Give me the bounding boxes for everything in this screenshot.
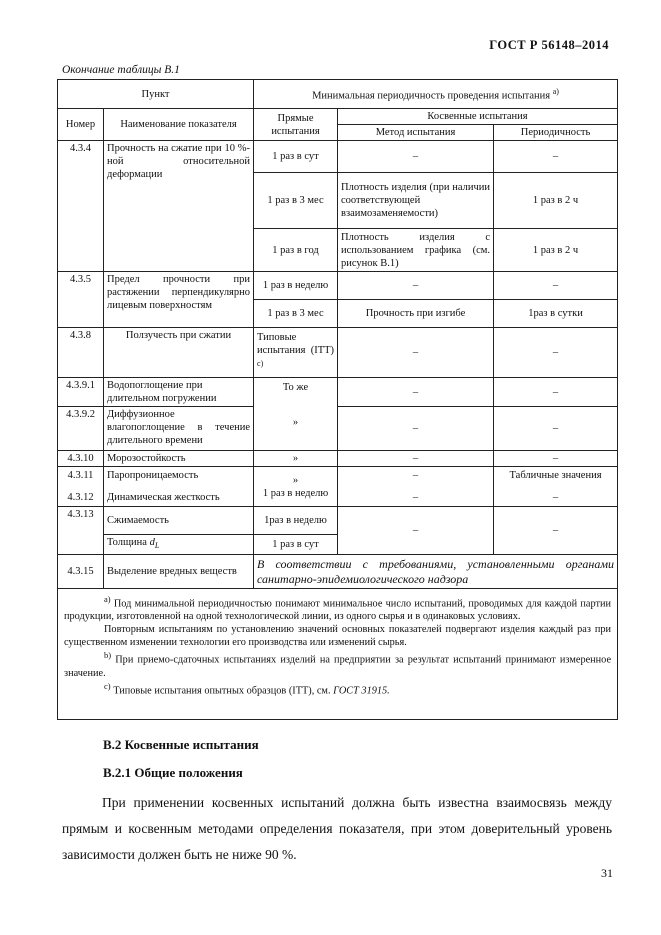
- table-row: 1 раз в год Плотность изделия с использованием графика (см. рисунок В.1) 1 раз в 2 ч: [58, 229, 618, 272]
- subsection-heading: В.2.1 Общие положения: [103, 765, 243, 780]
- page-number: 31: [601, 866, 613, 880]
- table-caption: Окончание таблицы В.1: [62, 64, 180, 76]
- table-row: Толщина $d_L$ 1 раз в сут: [58, 535, 618, 555]
- header-direct: Прямые испытания: [254, 109, 338, 141]
- header-periodicity: Периодичность: [494, 125, 618, 141]
- header-point: Пункт: [58, 80, 254, 109]
- header-min-frequency: Минимальная периодичность проведения испытания $^{a)}$: [254, 80, 618, 109]
- table-row: 4.3.9.2 Диффузионное влагопоглощение в течение длительного времени – –: [58, 407, 618, 451]
- table-footnotes: $^{a)}$ Под минимальной периодичностью понимают минимальное число испытаний, проводимых для каждой партии продукции, изготовленной на одной технологической линии, из одного сырья и в одинаковых условиях. Повторным испытаниям по установлению значений основных показателей подвергают изделия каждый раз при существенном изменении технологии его производства или изменений сырья. $^{b)}$ При приемо-сдаточных испытаниях изделий на предприятии за результат испытаний принимают измеренное значение. $^{c)}$ Типовые испытания опытных образцов (ITT), см. ГОСТ 31915.: [58, 589, 618, 720]
- table-row: 4.3.15 Выделение вредных веществ В соответствии с требованиями, установленными органами санитарно-эпидемиологического надзора: [58, 555, 618, 589]
- table-row: 1 раз в 3 мес Прочность при изгибе 1раз в сутки: [58, 300, 618, 328]
- section-heading: В.2 Косвенные испытания: [103, 737, 259, 752]
- table-row: 1 раз в 3 мес Плотность изделия (при наличии соответствующей взаимозаменяемости) 1 раз в 2 ч: [58, 173, 618, 229]
- document-header: ГОСТ Р 56148–2014: [489, 38, 609, 52]
- table-row: 4.3.4 Прочность на сжатие при 10 %-ной относительной деформации 1 раз в сут – –: [58, 141, 618, 173]
- table-header-row: [58, 109, 618, 125]
- header-indicator: Наименование показателя: [104, 109, 254, 141]
- header-method: Метод испытания: [338, 125, 494, 141]
- table-row: 4.3.10 Морозостойкость » – –: [58, 451, 618, 467]
- body-paragraph: При применении косвенных испытаний должна быть известна взаимосвязь между прямым и косвенным методами определения показателя, при этом доверительный уровень зависимости должен быть не ниже 90 %.: [62, 795, 612, 862]
- table-row: 4.3.11 4.3.12 Паропроницаемость Динамическая жесткость » 1 раз в неделю – – Табличные значения –: [58, 467, 618, 507]
- requirements-table: [57, 79, 618, 720]
- table-row: 4.3.13 Сжимаемость 1раз в неделю – –: [58, 507, 618, 535]
- table-row: 4.3.8 Ползучесть при сжатии Типовые испытания (ITT) $^{c)}$ – –: [58, 328, 618, 378]
- header-number: Номер: [58, 109, 104, 141]
- table-row: 4.3.9.1 Водопоглощение при длительном погружении То же » – –: [58, 378, 618, 407]
- table-row: 4.3.5 Предел прочности при растяжении перпендикулярно лицевым поверхностям 1 раз в неделю – –: [58, 272, 618, 300]
- header-indirect: Косвенные испытания: [338, 109, 618, 125]
- table-header-row: [58, 80, 618, 109]
